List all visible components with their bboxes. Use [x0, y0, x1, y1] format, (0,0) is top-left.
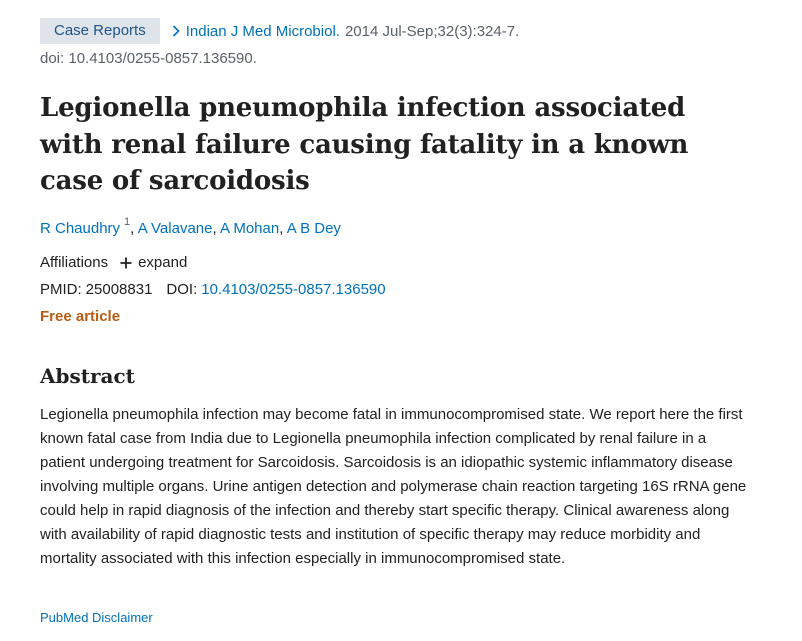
- chevron-right-icon: [172, 25, 180, 37]
- abstract-text: Legionella pneumophila infection may become fatal in immunocompromised state. We report here the first known fatal case from India due to Legionella pneumophila infection complicated by renal failure in a patient undergoing treatment for Sarcoidosis. Sarcoidosis is an idiopathic systemic inflammatory disease involving multiple organs. Urine antigen detection and polymerase chain reaction targeting 16S rRNA gene could help in rapid diagnosis of the infection and thereby start specific therapy. Clinical awareness along with availability of rapid diagnostic tests and institution of specific therapy may reduce morbidity and mortality associated with this infection especially in immunocompromised state.: [40, 406, 747, 567]
- citation-line: [40, 18, 760, 44]
- author-link[interactable]: A Valavane: [137, 220, 213, 237]
- doi-label: DOI:: [166, 281, 198, 298]
- citation-date-volume: 2014 Jul-Sep;32(3):324-7.: [344, 22, 520, 40]
- author-link[interactable]: A Mohan: [219, 220, 280, 237]
- plus-icon: [120, 257, 132, 269]
- author-affiliation-ref[interactable]: 1: [124, 216, 131, 228]
- pmid-value: 25008831: [85, 281, 153, 298]
- expand-label: expand: [138, 254, 188, 271]
- expand-affiliations-button[interactable]: [120, 254, 187, 271]
- free-article-label: Free article: [40, 308, 121, 325]
- affiliations-label: Affiliations: [40, 254, 109, 271]
- citation-doi: doi: 10.4103/0255-0857.136590.: [40, 50, 257, 67]
- doi-link[interactable]: 10.4103/0255-0857.136590: [201, 281, 386, 298]
- author-separator: ,: [130, 220, 138, 237]
- author-link[interactable]: R Chaudhry: [40, 220, 121, 237]
- author-list: [40, 218, 341, 237]
- abstract-heading: Abstract: [40, 364, 135, 388]
- author-link[interactable]: A B Dey: [286, 220, 341, 237]
- author-separator: ,: [212, 220, 220, 237]
- journal-link[interactable]: Indian J Med Microbiol.: [185, 22, 340, 40]
- pmid-label: PMID:: [40, 281, 82, 298]
- affiliations-row: [40, 254, 187, 271]
- pubmed-disclaimer-link[interactable]: PubMed Disclaimer: [40, 610, 153, 625]
- article-type-badge[interactable]: Case Reports: [40, 18, 160, 44]
- author-separator: ,: [279, 220, 287, 237]
- article-title: Legionella pneumophila infection associated with renal failure causing fatality in a known case of sarcoidosis: [40, 93, 689, 196]
- identifiers-row: [40, 281, 386, 298]
